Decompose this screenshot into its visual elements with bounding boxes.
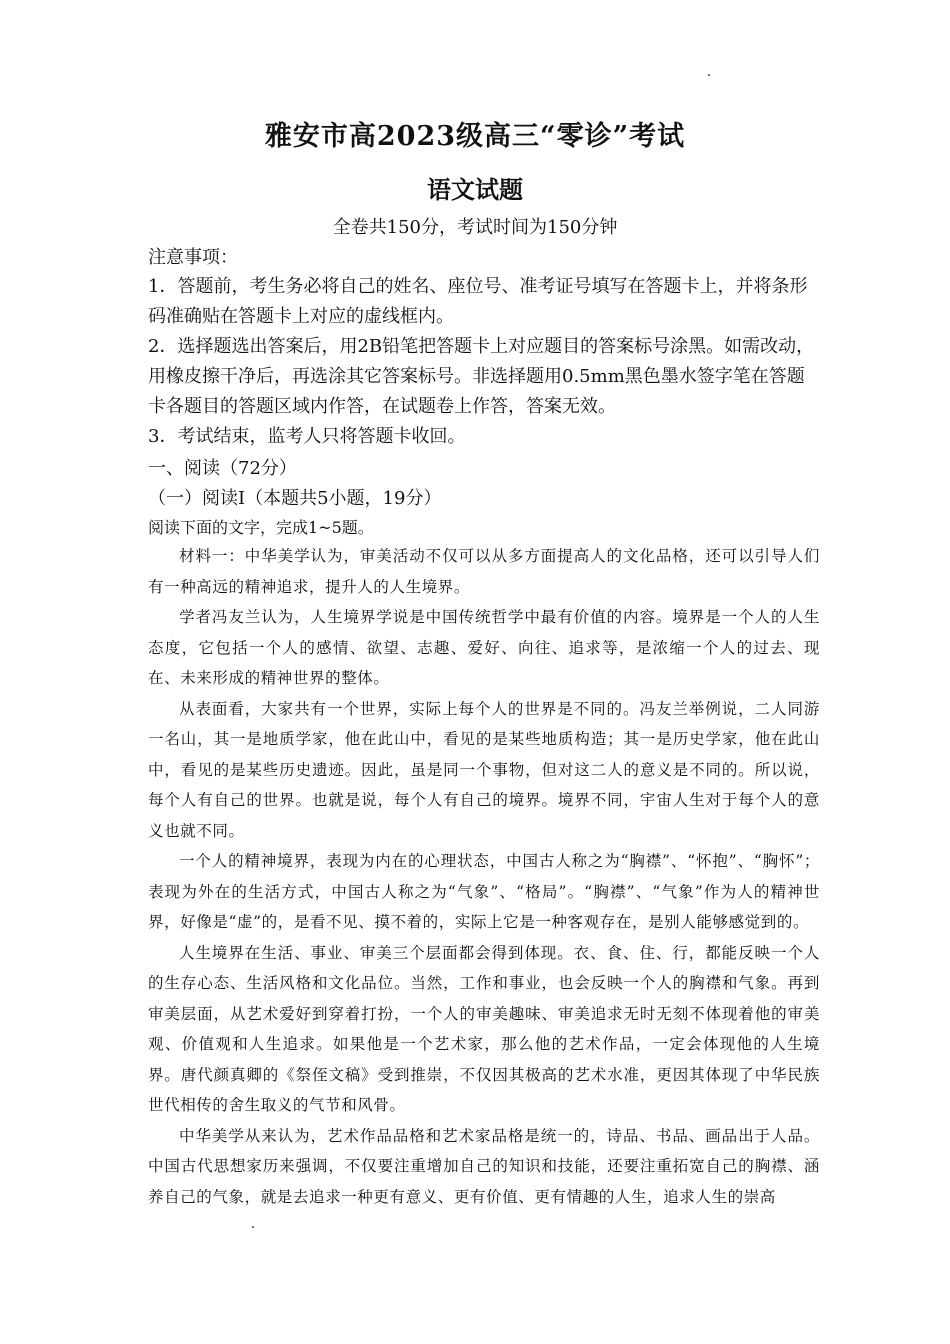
reading-passage xyxy=(148,541,820,1212)
notice-list xyxy=(148,272,820,452)
scan-speck xyxy=(252,1226,254,1228)
passage-paragraph: 中华美学从来认为，艺术作品品格和艺术家品格是统一的，诗品、书品、画品出于人品。中国古代思想家历来强调，不仅要注重增加自己的知识和技能，还要注重拓宽自己的胸襟、涵养自己的气象，就是去追求一种更有意义、更有价值、更有情趣的人生，追求人生的崇高 xyxy=(148,1126,820,1206)
passage-paragraph: 从表面看，大家共有一个世界，实际上每个人的世界是不同的。冯友兰举例说，二人同游一名山，其一是地质学家，他在此山中，看见的是某些地质构造；其一是历史学家，他在此山中，看见的是某些历史遗迹。因此，虽是同一个事物，但对这二人的意义是不同的。所以说，每个人有自己的世界。也就是说，每个人有自己的境界。境界不同，宇宙人生对于每个人的意义也就不同。 xyxy=(148,699,820,840)
notice-item: 2．选择题选出答案后，用2B铅笔把答题卡上对应题目的答案标号涂黑。如需改动，用橡皮擦干净后，再选涂其它答案标号。非选择题用0.5mm黑色墨水签字笔在答题卡各题目的答题区域内作答，在试题卷上作答，答案无效。 xyxy=(148,336,815,417)
section-heading: 一、阅读（72分） xyxy=(148,458,297,479)
reading-instruction: 阅读下面的文字，完成1~5题。 xyxy=(148,518,374,537)
exam-title: 雅安市高2023级高三“零诊”考试 xyxy=(264,121,686,152)
passage-paragraph: 学者冯友兰认为，人生境界学说是中国传统哲学中最有价值的内容。境界是一个人的人生态度，它包括一个人的感情、欲望、志趣、爱好、向往、追求等，是浓缩一个人的过去、现在、未来形成的精神世界的整体。 xyxy=(148,608,820,687)
exam-subject: 语文试题 xyxy=(427,175,523,204)
subsection-heading: （一）阅读I（本题共5小题，19分） xyxy=(148,488,442,509)
exam-info: 全卷共150分，考试时间为150分钟 xyxy=(332,217,618,238)
notice-item: 1．答题前，考生务必将自己的姓名、座位号、准考证号填写在答题卡上，并将条形码准确贴在答题卡上对应的虚线框内。 xyxy=(148,276,808,327)
notice-heading: 注意事项： xyxy=(148,247,238,268)
passage-paragraph: 材料一：中华美学认为，审美活动不仅可以从多方面提高人的文化品格，还可以引导人们有一种高远的精神追求，提升人的人生境界。 xyxy=(148,547,820,596)
notice-item: 3．考试结束，监考人只将答题卡收回。 xyxy=(148,426,466,447)
scan-speck xyxy=(708,74,710,76)
passage-paragraph: 一个人的精神境界，表现为内在的心理状态，中国古人称之为“胸襟”、“怀抱”、“胸怀”；表现为外在的生活方式，中国古人称之为“气象”、“格局”。“胸襟”、“气象”作为人的精神世界，好像是“虚”的，是看不见、摸不着的，实际上它是一种客观存在，是别人能够感觉到的。 xyxy=(148,852,820,931)
passage-paragraph: 人生境界在生活、事业、审美三个层面都会得到体现。衣、食、住、行，都能反映一个人的生存心态、生活风格和文化品位。当然，工作和事业，也会反映一个人的胸襟和气象。再到审美层面，从艺术爱好到穿着打扮，一个人的审美趣味、审美追求无时无刻不体现着他的审美观、价值观和人生追求。如果他是一个艺术家，那么他的艺术作品，一定会体现他的人生境界。唐代颜真卿的《祭侄文稿》受到推崇，不仅因其极高的艺术水准，更因其体现了中华民族世代相传的舍生取义的气节和风骨。 xyxy=(148,943,820,1114)
